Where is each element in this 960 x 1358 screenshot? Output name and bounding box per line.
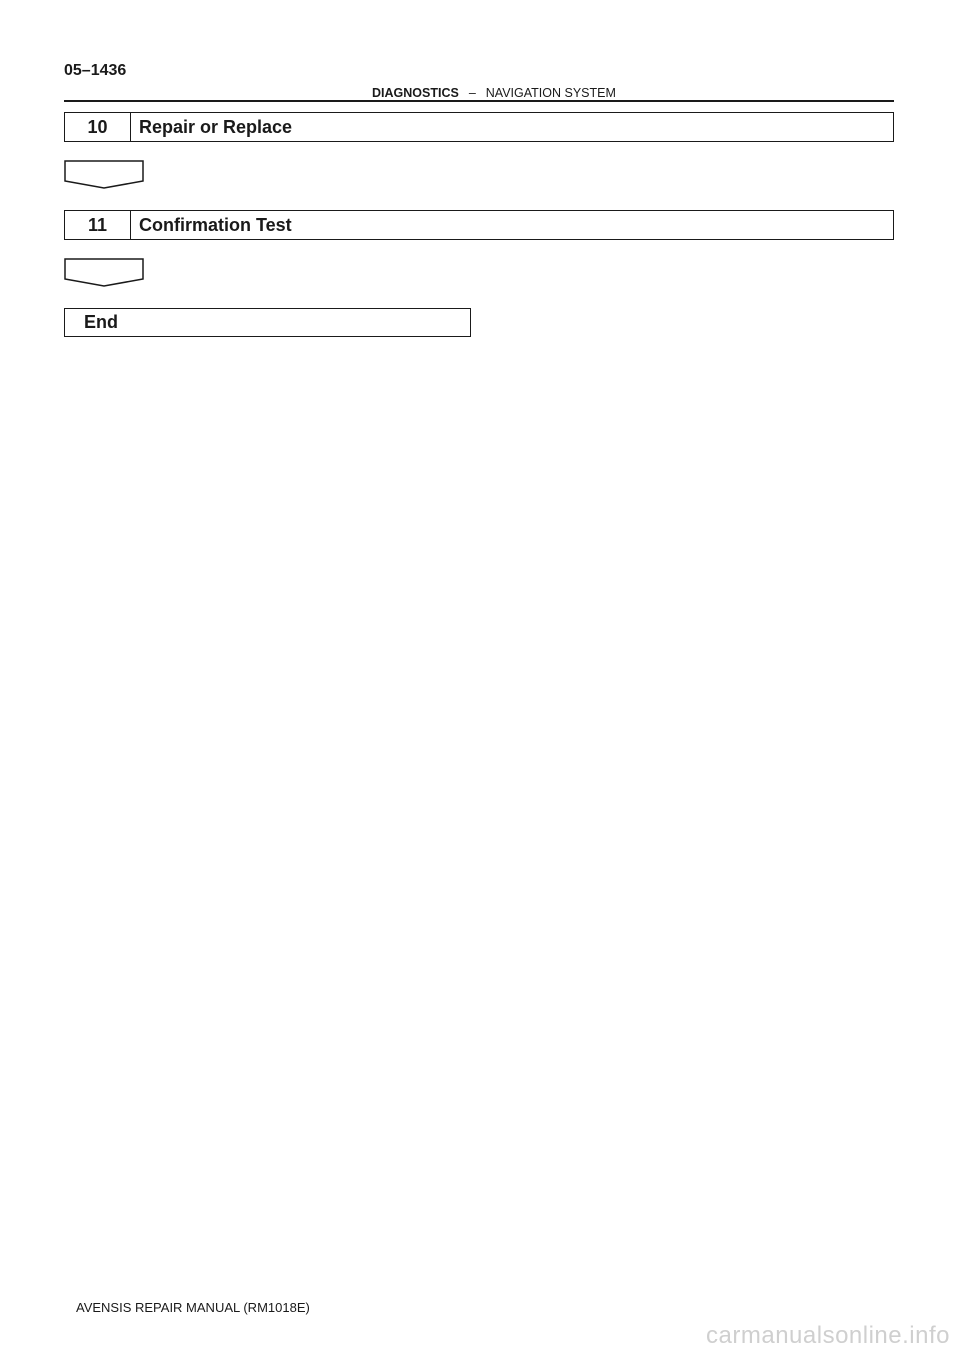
step-number: 11 xyxy=(65,211,131,239)
subsection-title: NAVIGATION SYSTEM xyxy=(485,86,616,100)
step-box-11 xyxy=(64,210,894,240)
section-header xyxy=(372,86,616,100)
end-box: End xyxy=(64,308,471,337)
down-arrow-icon xyxy=(64,160,144,190)
section-title: DIAGNOSTICS xyxy=(372,86,459,100)
step-number: 10 xyxy=(65,113,131,141)
section-separator: – xyxy=(468,86,476,100)
header-rule xyxy=(64,100,894,102)
step-title: Confirmation Test xyxy=(139,214,292,235)
page-number: 05–1436 xyxy=(64,62,127,79)
footer-manual-title: AVENSIS REPAIR MANUAL (RM1018E) xyxy=(76,1300,310,1315)
step-box-10 xyxy=(64,112,894,142)
step-title: Repair or Replace xyxy=(139,116,293,137)
watermark: carmanualsonline.info xyxy=(706,1322,950,1349)
down-arrow-icon xyxy=(64,258,144,288)
